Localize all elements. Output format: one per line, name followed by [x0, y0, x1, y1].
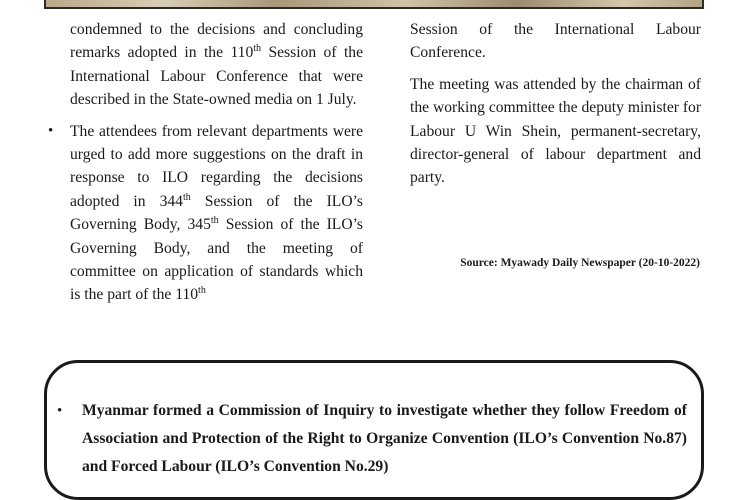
right-column — [410, 18, 701, 190]
bullet-icon: • — [57, 403, 63, 419]
continued-paragraph: condemned to the decisions and concluding remarks adopted in the 110th Session of the International Labour Conference that were described in the State-owned media on 1 July. — [70, 21, 363, 109]
left-column — [48, 18, 363, 307]
highlight-text: Myanmar formed a Commission of Inquiry to investigate whether they follow Freedom of Association and Protection of the Right to Organize Convention (ILO’s Convention No.87) and Forced Labour (ILO’s Convention No.29) — [82, 402, 687, 475]
paragraph-attendance: The meeting was attended by the chairman of the working committee the deputy minister for Labour U Win Shein, permanent-secretary, director-general of labour department and party. — [410, 75, 702, 187]
bullet-icon: • — [48, 122, 54, 139]
news-photo — [44, 0, 704, 9]
paragraph-continued: Session of the International Labour Conference. — [410, 21, 701, 62]
list-item — [48, 120, 363, 307]
source-credit: Source: Myawady Daily Newspaper (20-10-2022) — [460, 257, 700, 269]
bullet-text: The attendees from relevant departments were urged to add more suggestions on the draft in response to ILO regarding the decisions adopted in 344th Session of the ILO’s Governing Body, 345th Session of the ILO’s Governing Body, and the meeting of committee on application of standards which is the part of the 110th — [70, 122, 363, 304]
